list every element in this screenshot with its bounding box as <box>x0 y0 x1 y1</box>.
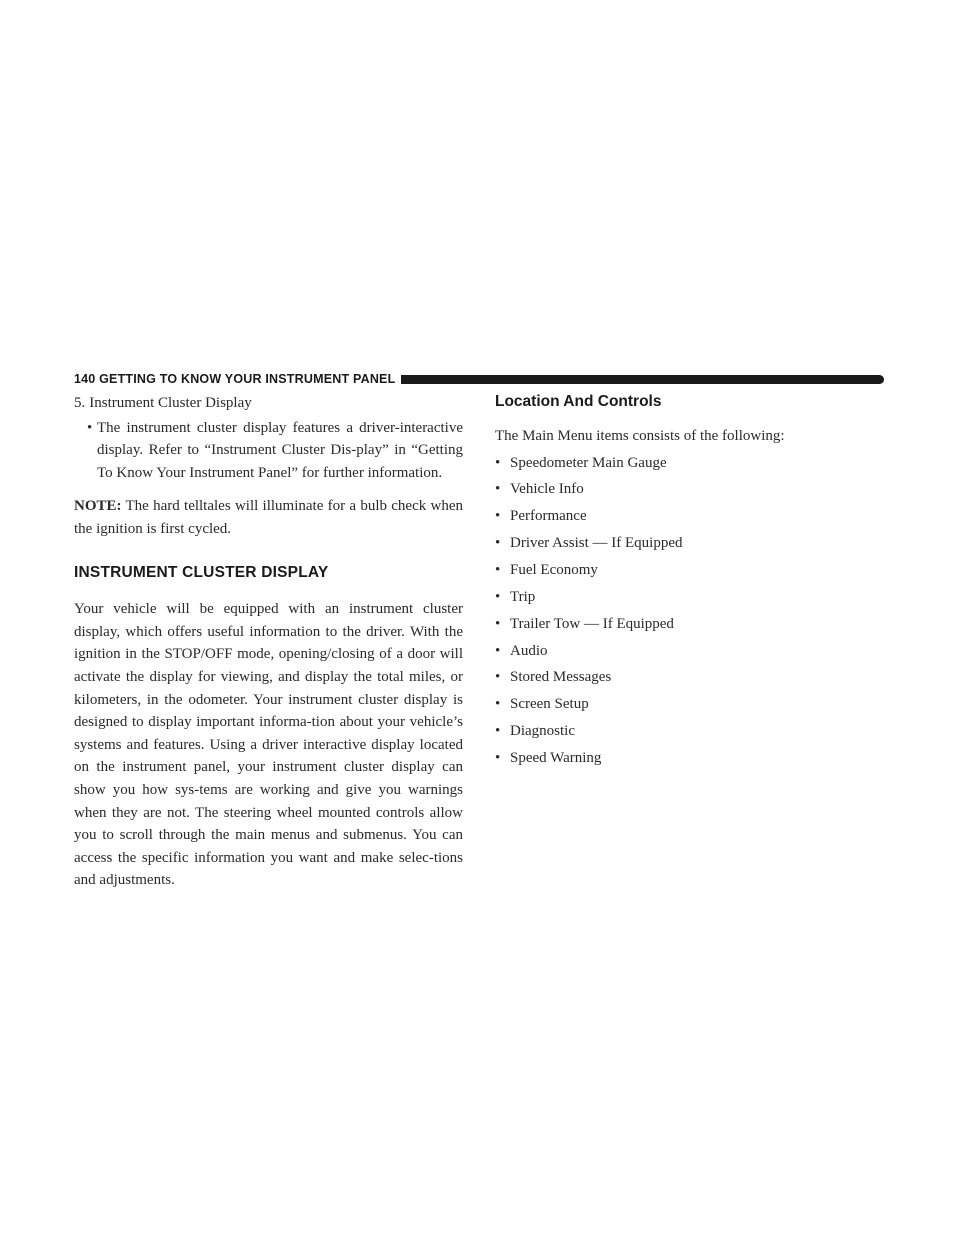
list-item <box>495 452 885 475</box>
bullet-icon: • <box>87 419 93 436</box>
list-item-text: Screen Setup <box>510 696 589 713</box>
list-item-text: Fuel Economy <box>510 561 598 578</box>
page-header <box>74 371 884 387</box>
item-label: Instrument Cluster Display <box>89 395 252 411</box>
numbered-item-5 <box>74 392 463 415</box>
list-item <box>495 613 885 636</box>
bullet-icon: • <box>495 454 501 471</box>
left-column <box>74 392 463 892</box>
menu-intro: The Main Menu items consists of the following: <box>495 428 785 444</box>
item-5-bullet-text: The instrument cluster display features a driver-interactive display. Refer to “Instrument Cluster Dis-play” in “Getting To Know Your Instrument Panel” for further information. <box>97 419 463 481</box>
section-body: Your vehicle will be equipped with an instrument cluster display, which offers useful information to the driver. With the ignition in the STOP/OFF mode, opening/closing of a door will activate the display for viewing, and display the total miles, or kilometers, in the odometer. Your instrument cluster display is designed to display important informa-tion about your vehicle’s systems and features. Using a driver interactive display located on the instrument panel, your instrument cluster display can show you how sys-tems are working and give you warnings when they are not. The steering wheel mounted controls allow you to scroll through the main menus and submenus. You can access the specific information you want and make selec-tions and adjustments. <box>74 601 463 889</box>
list-item <box>495 505 885 528</box>
note-paragraph <box>74 495 463 540</box>
item-5-bullet <box>74 417 463 485</box>
list-item <box>495 640 885 663</box>
bullet-icon: • <box>495 588 501 605</box>
bullet-icon: • <box>495 723 501 740</box>
bullet-icon: • <box>495 561 501 578</box>
bullet-icon: • <box>495 615 501 632</box>
list-item-text: Vehicle Info <box>510 481 584 498</box>
note-text: The hard telltales will illuminate for a bulb check when the ignition is first cycled. <box>74 498 463 537</box>
list-item <box>495 747 885 770</box>
bullet-icon: • <box>495 535 501 552</box>
list-item <box>495 586 885 609</box>
list-item-text: Audio <box>510 642 548 659</box>
subsection-heading: Location And Controls <box>495 393 662 410</box>
list-item <box>495 666 885 689</box>
list-item-text: Speedometer Main Gauge <box>510 454 667 471</box>
section-heading: INSTRUMENT CLUSTER DISPLAY <box>74 563 329 581</box>
list-item-text: Performance <box>510 508 587 525</box>
item-number: 5. <box>74 395 86 411</box>
list-item <box>495 559 885 582</box>
list-item <box>495 693 885 716</box>
list-item <box>495 720 885 743</box>
header-rule <box>401 375 884 384</box>
list-item-text: Diagnostic <box>510 723 575 740</box>
bullet-icon: • <box>495 481 501 498</box>
list-item-text: Stored Messages <box>510 669 612 686</box>
page-header-title: 140 GETTING TO KNOW YOUR INSTRUMENT PANEL <box>74 372 396 386</box>
list-item-text: Speed Warning <box>510 749 602 766</box>
note-label: NOTE: <box>74 498 122 515</box>
list-item-text: Driver Assist — If Equipped <box>510 535 683 552</box>
bullet-icon: • <box>495 669 501 686</box>
bullet-icon: • <box>495 508 501 525</box>
main-menu-list <box>495 452 885 770</box>
bullet-icon: • <box>495 696 501 713</box>
list-item <box>495 532 885 555</box>
bullet-icon: • <box>495 642 501 659</box>
list-item <box>495 478 885 501</box>
right-column <box>495 392 885 774</box>
bullet-icon: • <box>495 749 501 766</box>
list-item-text: Trip <box>510 588 536 605</box>
list-item-text: Trailer Tow — If Equipped <box>510 615 674 632</box>
